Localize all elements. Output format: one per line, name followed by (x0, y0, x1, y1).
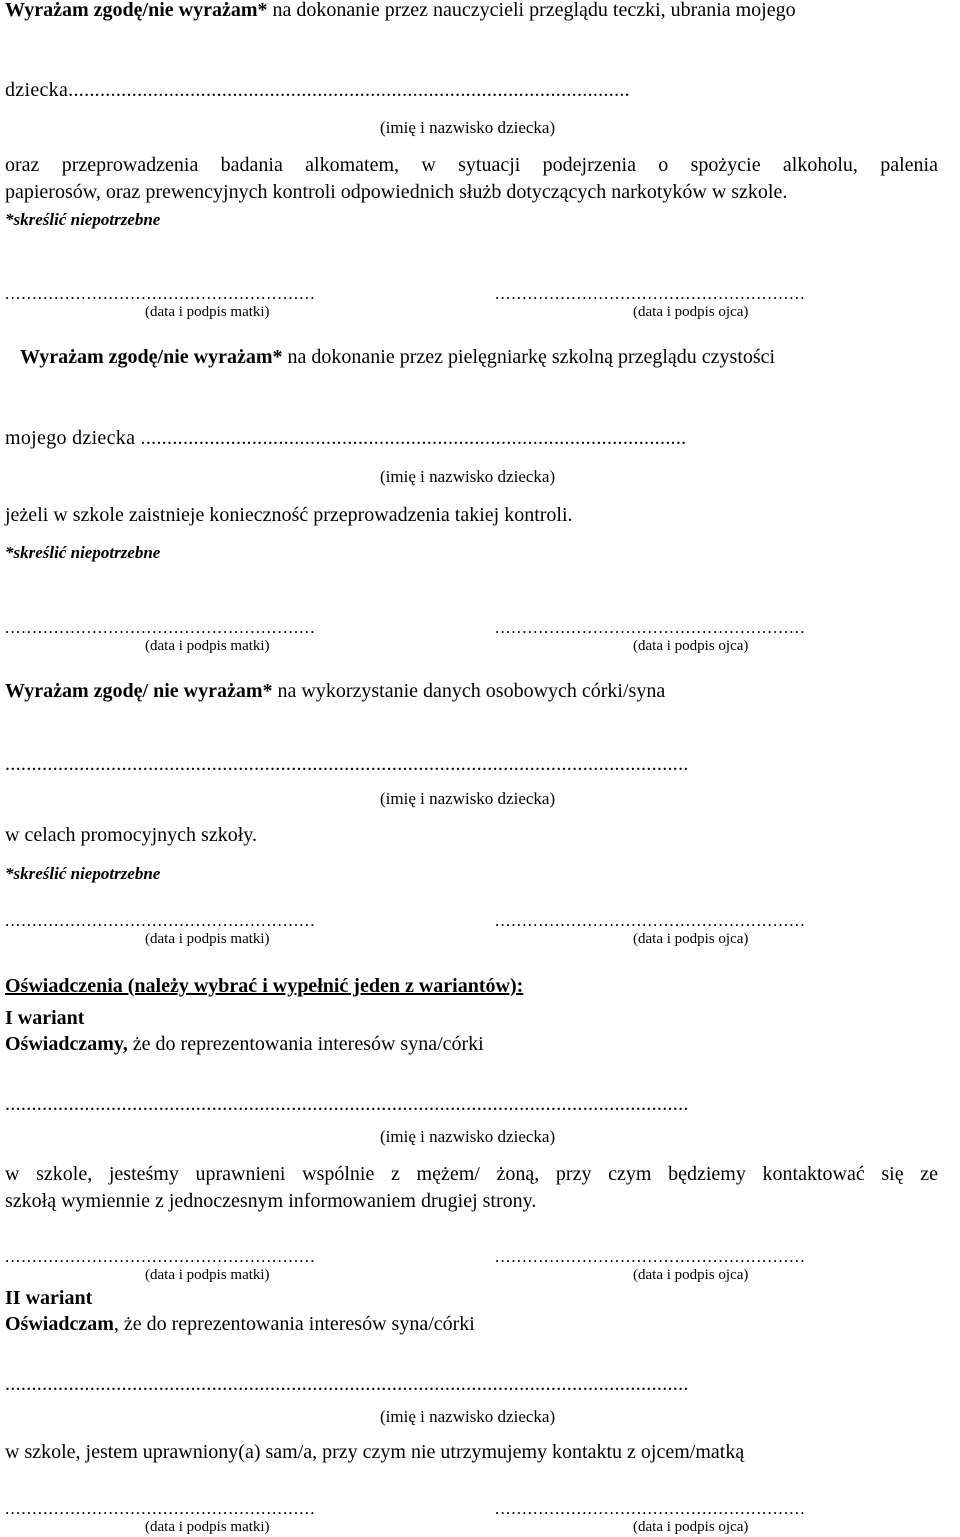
father-signature-label: (data i podpis ojca) (633, 304, 749, 320)
declaration-text: że do reprezentowania interesów syna/córki (127, 1033, 484, 1055)
father-signature[interactable] (495, 1248, 915, 1284)
strike-note: *skreślić niepotrzebne (5, 543, 161, 562)
text-line: w celach promocyjnych szkoły. (5, 824, 257, 846)
consent-text: na dokonanie przez nauczycieli przeglądu teczki, ubrania mojego (267, 0, 796, 21)
child-name-caption: (imię i nazwisko dziecka) (380, 789, 556, 808)
signature-dots: ......................................................... (495, 1499, 806, 1518)
strike-note: *skreślić niepotrzebne (5, 864, 161, 883)
child-name-line[interactable]: mojego dziecka ....................................................................................................... (5, 427, 687, 449)
text-line: w szkole, jesteśmy uprawnieni wspólnie z mężem/ żoną, przy czym będziemy kontaktować się ze (5, 1163, 938, 1185)
signature-dots: ......................................................... (495, 1247, 806, 1266)
signature-dots: ......................................................... (5, 911, 316, 930)
variant-1-title: I wariant (5, 1007, 85, 1029)
consent-line-1 (5, 0, 796, 22)
child-name-line[interactable]: dziecka.......................................................................................................... (5, 79, 630, 101)
consent-text: na wykorzystanie danych osobowych córki/syna (272, 680, 666, 702)
signature-dots: ......................................................... (495, 284, 806, 303)
child-name-caption: (imię i nazwisko dziecka) (380, 1127, 556, 1146)
signature-dots: ......................................................... (5, 1247, 316, 1266)
father-signature[interactable] (495, 912, 915, 948)
father-signature[interactable] (495, 285, 915, 321)
signature-dots: ......................................................... (5, 618, 316, 637)
text-line: oraz przeprowadzenia badania alkomatem, w sytuacji podejrzenia o spożycie alkoholu, palenia (5, 154, 938, 176)
strike-note: *skreślić niepotrzebne (5, 210, 161, 229)
signature-dots: ......................................................... (5, 284, 316, 303)
text-line: papierosów, oraz prewencyjnych kontroli odpowiednich służb dotyczących narkotyków w szkole. (5, 181, 788, 203)
mother-signature-label: (data i podpis matki) (145, 304, 270, 320)
consent-line-3 (5, 679, 665, 703)
mother-signature[interactable] (5, 1248, 425, 1284)
mother-signature-label: (data i podpis matki) (145, 1267, 270, 1283)
text-line: szkołą wymiennie z jednoczesnym informowaniem drugiej strony. (5, 1190, 537, 1212)
child-name-caption: (imię i nazwisko dziecka) (380, 1407, 556, 1426)
child-name-caption: (imię i nazwisko dziecka) (380, 118, 556, 137)
signature-dots: ......................................................... (495, 618, 806, 637)
consent-text: na dokonanie przez pielęgniarkę szkolną przeglądu czystości (282, 346, 776, 368)
declaration-bold: Oświadczam (5, 1313, 114, 1335)
signature-dots: ......................................................... (495, 911, 806, 930)
mother-signature[interactable] (5, 912, 425, 948)
father-signature-label: (data i podpis ojca) (633, 1519, 749, 1535)
mother-signature-label: (data i podpis matki) (145, 931, 270, 947)
variant-2-lead (5, 1312, 475, 1336)
declaration-bold: Oświadczamy, (5, 1033, 128, 1055)
variant-1-lead (5, 1032, 484, 1056)
father-signature[interactable] (495, 619, 915, 655)
father-signature-label: (data i podpis ojca) (633, 931, 749, 947)
variant-2-title: II wariant (5, 1287, 93, 1309)
consent-bold: Wyrażam zgodę/ nie wyrażam* (5, 680, 273, 702)
consent-bold: Wyrażam zgodę/nie wyrażam* (20, 346, 283, 368)
text-line: jeżeli w szkole zaistnieje konieczność przeprowadzenia takiej kontroli. (5, 504, 573, 526)
child-name-line[interactable]: ................................................................................................................................. (5, 1093, 689, 1115)
father-signature-label: (data i podpis ojca) (633, 638, 749, 654)
father-signature[interactable] (495, 1500, 915, 1536)
mother-signature[interactable] (5, 285, 425, 321)
child-name-line[interactable]: ................................................................................................................................. (5, 1373, 689, 1395)
father-signature-label: (data i podpis ojca) (633, 1267, 749, 1283)
mother-signature-label: (data i podpis matki) (145, 1519, 270, 1535)
mother-signature-label: (data i podpis matki) (145, 638, 270, 654)
mother-signature[interactable] (5, 619, 425, 655)
consent-line-2 (20, 345, 775, 369)
signature-dots: ......................................................... (5, 1499, 316, 1518)
consent-bold: Wyrażam zgodę/nie wyrażam* (5, 0, 268, 21)
declaration-text: , że do reprezentowania interesów syna/córki (113, 1313, 475, 1335)
mother-signature[interactable] (5, 1500, 425, 1536)
child-name-line[interactable]: ................................................................................................................................. (5, 753, 689, 775)
text-line: w szkole, jestem uprawniony(a) sam/a, przy czym nie utrzymujemy kontaktu z ojcem/matką (5, 1441, 745, 1463)
declarations-heading: Oświadczenia (należy wybrać i wypełnić jeden z wariantów): (5, 975, 524, 997)
child-name-caption: (imię i nazwisko dziecka) (380, 467, 556, 486)
